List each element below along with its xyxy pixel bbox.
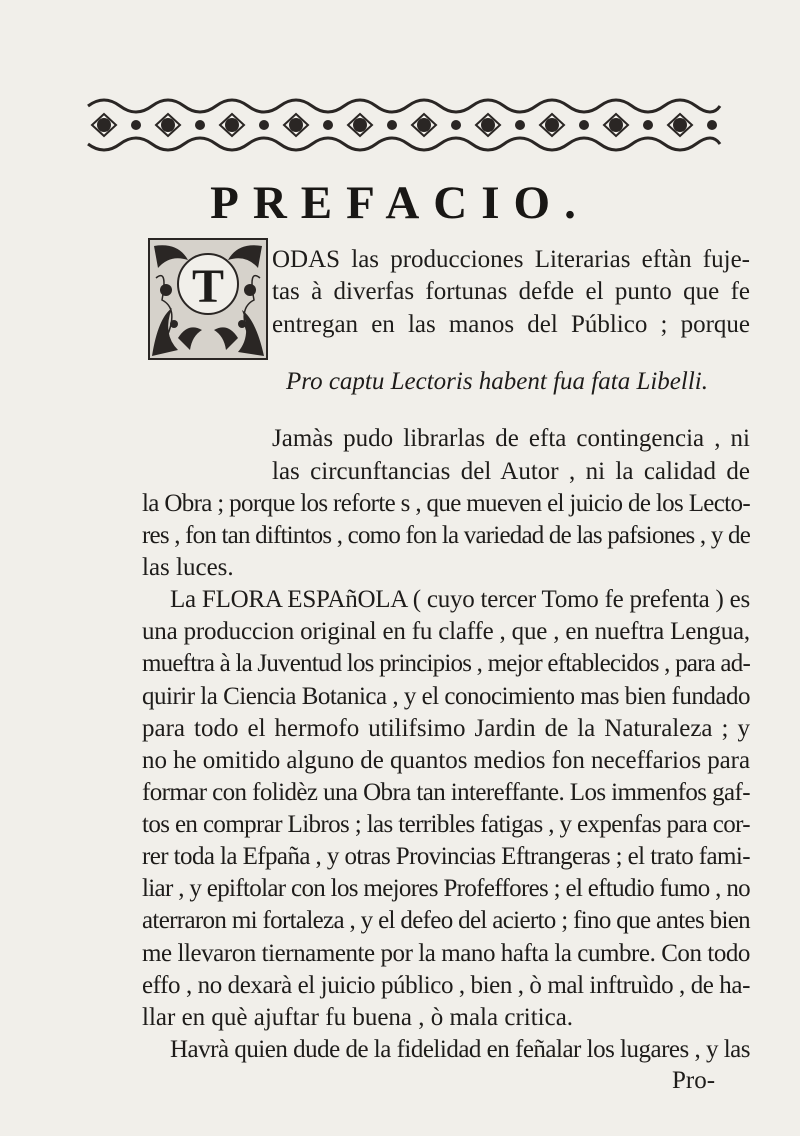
decorative-ornament-band — [84, 92, 724, 158]
text-line: ODAS las producciones Literarias eftàn fuje- — [272, 246, 750, 273]
text-line: para todo el hermofo utilifsimo Jardin de la Naturaleza ; y — [142, 715, 750, 742]
decorated-initial-image — [148, 238, 268, 360]
text-line: Havrà quien dude de la fidelidad en feñalar los lugares , y las — [170, 1036, 750, 1063]
text-line: La FLORA ESPAñOLA ( cuyo tercer Tomo fe prefenta ) es — [170, 586, 750, 613]
text-line: liar , y epiftolar con los mejores Profeffores ; el eftudio fumo , no — [142, 875, 750, 902]
text-line: la Obra ; porque los reforte s , que mueven el juicio de los Lecto- — [142, 490, 750, 517]
latin-quote: Pro captu Lectoris habent fua fata Libelli. — [286, 368, 708, 395]
text-line: rer toda la Efpaña , y otras Provincias Eftrangeras ; el trato fami- — [142, 843, 751, 870]
catchword: Pro- — [672, 1067, 716, 1094]
text-line: las luces. — [142, 554, 234, 581]
text-line: entregan en las manos del Público ; porque — [272, 311, 750, 338]
text-line: res , fon tan diftintos , como fon la variedad de las pafsiones , y de — [142, 522, 750, 549]
text-line: una produccion original en fu claffe , que , en nueftra Lengua, — [142, 618, 750, 645]
text-line: formar con folidèz una Obra tan intereffante. Los immenfos gaf- — [142, 779, 750, 806]
initial-letter: T — [191, 260, 225, 313]
text-line: aterraron mi fortaleza , y el defeo del acierto ; fino que antes bien — [142, 907, 750, 934]
text-line: tos en comprar Libros ; las terribles fatigas , y expenfas para cor- — [142, 811, 750, 838]
text-line: effo , no dexarà el juicio público , bien , ò mal inftruìdo , de ha- — [142, 972, 750, 999]
text-line: llar en què ajuftar fu buena , ò mala critica. — [142, 1004, 574, 1031]
text-line: Jamàs pudo librarlas de efta contingencia , ni — [272, 425, 750, 452]
text-line: no he omitido alguno de quantos medios fon neceffarios para — [142, 747, 750, 774]
chapter-title: PREFACIO. — [210, 177, 590, 229]
text-line: las circunftancias del Autor , ni la calidad de — [272, 458, 750, 485]
text-line: mueftra à la Juventud los principios , mejor eftablecidos , para ad- — [142, 650, 750, 677]
text-line: tas à diverfas fortunas defde el punto que fe — [272, 278, 750, 305]
text-line: quirir la Ciencia Botanica , y el conocimiento mas bien fundado — [142, 683, 750, 710]
text-line: me llevaron tiernamente por la mano hafta la cumbre. Con todo — [142, 940, 750, 967]
